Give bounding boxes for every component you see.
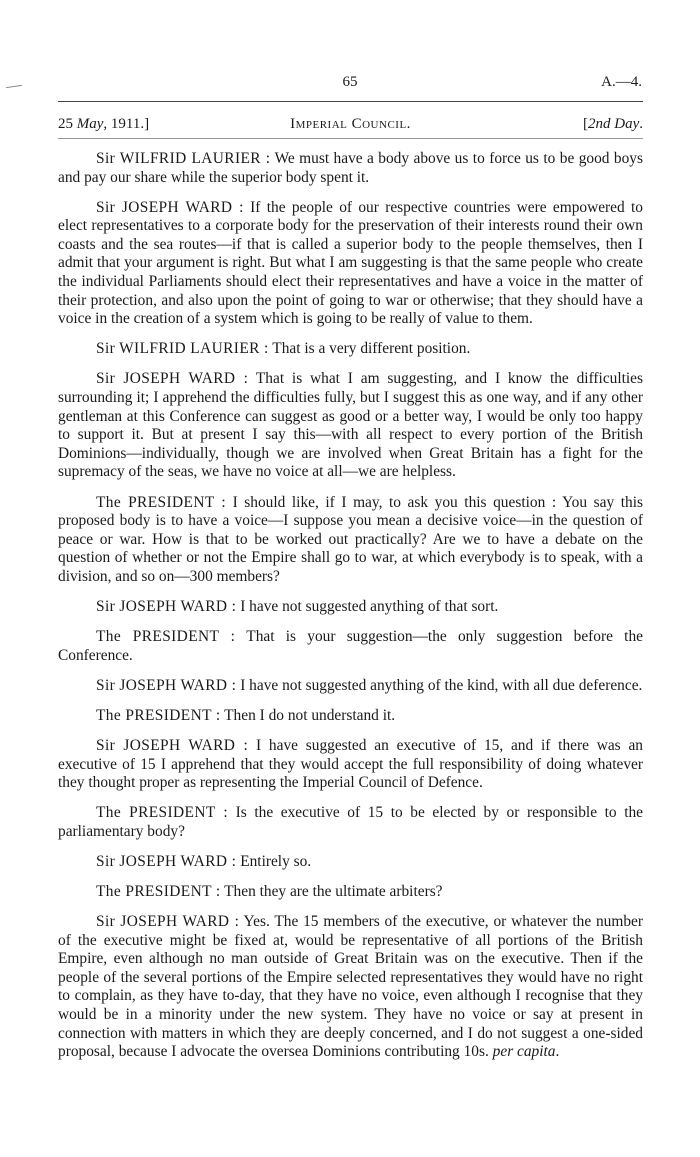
paragraph <box>58 628 643 665</box>
speech-text: Yes. The 15 members of the executive, or whatever the number of the executive might be fixed at, would be representative of all portions of the British Empire, even although no man outside of Great Britain was on the executive. Then if the people of the several portions of the Empire selected representatives they would have no right to complain, as they have to-day, that they have no voice, even although I recognise that they would be in a minority under the new system. They have no voice or say at present in connection with matters in which they are deeply concerned, and I do not suggest a one-sided proposal, because I advocate the oversea Dominions contributing 10s. <box>58 913 643 1061</box>
paragraph <box>58 804 643 841</box>
paragraph <box>58 494 643 587</box>
day-end: . <box>639 116 643 132</box>
speech-text: I should like, if I may, to ask you this question : You say this proposed body is to have a voice—I suppose you mean a decisive voice—in the question of peace or war. How is that to be worked out practically? Are we to have a debate on the question of whether or not the Empire shall go to war, at which everybody is to speak, with a division, and so on—300 members? <box>58 493 643 585</box>
speaker-name: Sir JOSEPH WARD : <box>96 597 237 615</box>
italic-phrase: per capita <box>492 1043 556 1061</box>
speaker-name: The PRESIDENT : <box>96 706 221 724</box>
paragraph <box>58 737 643 793</box>
speaker-name: Sir JOSEPH WARD : <box>96 852 237 870</box>
paragraph <box>58 853 643 872</box>
speaker-name: Sir JOSEPH WARD : <box>96 736 249 754</box>
paragraph <box>58 598 643 617</box>
speaker-name: The PRESIDENT : <box>96 493 227 511</box>
speech-text: That is your suggestion—the only suggestion before the Conference. <box>58 628 643 664</box>
running-head <box>58 116 643 136</box>
paragraph <box>58 883 643 902</box>
speech-text: If the people of our respective countries were empowered to elect representatives to a corporate body for the preservation of their interests round their own coasts and the sea routes—if that is called a superior body to the people themselves, then I admit that your argument is right. But what I am suggesting is that the same people who create the individual Parliaments should elect their representatives and have a voice in the matter of their protection, and also upon the point of going to war or otherwise; that they should have a voice in the creation of a system which is going to be really of value to them. <box>58 198 643 328</box>
speech-text: Is the executive of 15 to be elected by or responsible to the parliamentary body? <box>58 804 643 840</box>
speech-text: We must have a body above us to force us to be good boys and pay our share while the superior body spent it. <box>58 150 643 186</box>
speech-text: I have suggested an executive of 15, and if there was an executive of 15 I apprehend that they would accept the full responsibility of doing whatever they thought proper as representing the Imperial Council of Defence. <box>58 736 643 792</box>
speaker-name: The PRESIDENT : <box>96 804 229 822</box>
paragraph <box>58 913 643 1062</box>
speaker-name: Sir JOSEPH WARD : <box>96 676 237 694</box>
speech-text: Then I do not understand it. <box>220 706 396 724</box>
speech-text: Entirely so. <box>236 852 312 870</box>
header-rule <box>58 101 643 102</box>
body-text <box>58 150 643 1073</box>
speaker-name: The PRESIDENT : <box>96 883 221 900</box>
paragraph <box>58 707 643 726</box>
speaker-name: Sir JOSEPH WARD : <box>96 913 240 931</box>
document-reference: A.—4. <box>601 74 642 90</box>
date-year: , 1911.] <box>103 116 150 132</box>
day-label: 2nd Day <box>588 116 640 132</box>
paragraph <box>58 150 643 187</box>
speaker-name: Sir JOSEPH WARD : <box>96 370 249 388</box>
page-number: 65 <box>342 74 358 90</box>
speech-text: That is what I am suggesting, and I know the difficulties surrounding it; I apprehend the difficulties fully, but I suggest this as one way, and if any other gentleman at this Conference can suggest as good or a better way, I would be only too happy to support it. But at present I say this—with all respect to every portion of the British Dominions—individually, though we are involved when Great Britain has a fight for the supremacy of the seas, we have no voice at all—we are helpless. <box>58 370 643 481</box>
running-head-day <box>583 116 643 133</box>
speaker-name: Sir WILFRID LAURIER : <box>96 150 271 167</box>
paragraph <box>58 199 643 329</box>
date-month: May <box>76 116 104 132</box>
paragraph <box>58 677 643 696</box>
speaker-name: Sir JOSEPH WARD : <box>96 198 244 216</box>
speaker-name: Sir WILFRID LAURIER : <box>96 340 269 358</box>
date-day: 25 <box>58 116 73 132</box>
speech-text-end: . <box>555 1043 560 1061</box>
speech-text: Then they are the ultimate arbiters? <box>220 883 443 900</box>
header-rule-lower <box>58 138 643 139</box>
speech-text: I have not suggested anything of the kind, with all due deference. <box>236 676 643 694</box>
speaker-name: The PRESIDENT : <box>96 628 236 646</box>
speech-text: That is a very different position. <box>268 340 471 358</box>
paragraph <box>58 370 643 482</box>
day-bracket: [ <box>583 116 588 132</box>
running-head-title: Imperial Council. <box>290 116 411 132</box>
paragraph <box>58 340 643 359</box>
speech-text: I have not suggested anything of that sort. <box>236 597 499 615</box>
